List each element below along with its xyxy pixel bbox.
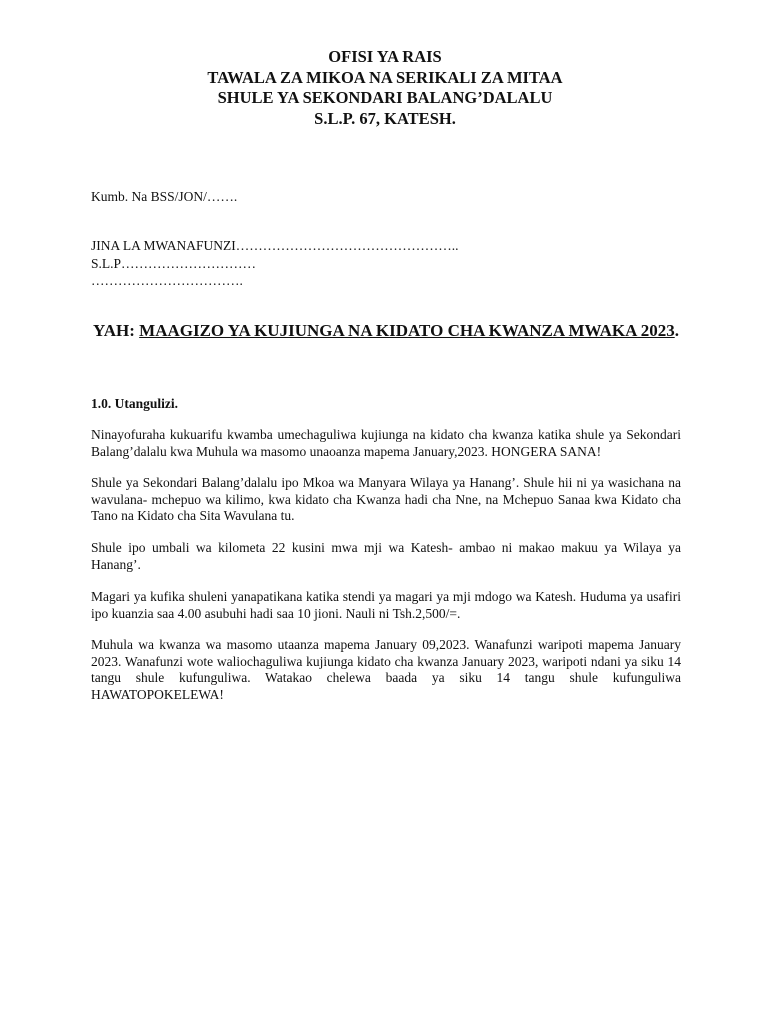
paragraph-transport: Magari ya kufika shuleni yanapatikana katika stendi ya magari ya mji mdogo wa Katesh. Huduma ya usafiri ipo kuanzia saa 4.00 asubuhi hadi saa 10 jioni. Nauli ni Tsh.2,500/=.: [91, 589, 681, 621]
po-box-line: S.L.P…………………………: [91, 255, 257, 271]
header-school-name: SHULE YA SEKONDARI BALANG’DALALU: [217, 88, 553, 107]
letter-header: [0, 47, 770, 129]
header-office: OFISI YA RAIS: [328, 47, 442, 66]
subject-title: MAAGIZO YA KUJIUNGA NA KIDATO CHA KWANZA MWAKA 2023: [139, 321, 675, 340]
address-blank-line: …………………………….: [91, 273, 243, 288]
header-authority: TAWALA ZA MIKOA NA SERIKALI ZA MITAA: [207, 67, 563, 87]
section-title: 1.0. Utangulizi.: [91, 396, 179, 411]
paragraph-congratulations: Ninayofuraha kukuarifu kwamba umechaguliwa kujiunga na kidato cha kwanza katika shule ya Sekondari Balang’dalalu kwa Muhula wa masomo unaoanza mapema January,2023. HONGERA SANA!: [91, 427, 681, 459]
subject-suffix: .: [674, 321, 679, 340]
reference-number: Kumb. Na BSS/JON/…….: [91, 189, 238, 204]
paragraph-school-location: Shule ya Sekondari Balang’dalalu ipo Mkoa wa Manyara Wilaya ya Hanang’. Shule hii ni ya wasichana na wavulana- mchepuo wa kilimo, kwa kidato cha Kwanza hadi cha Nne, na Mchepuo Sanaa kwa Kidato cha Tano na Kidato cha Sita Wavulana tu.: [91, 475, 681, 524]
subject-prefix: YAH:: [93, 321, 140, 340]
letter-subject: [91, 320, 681, 342]
paragraph-term-start: Muhula wa kwanza wa masomo utaanza mapema January 09,2023. Wanafunzi waripoti mapema January 2023. Wanafunzi wote waliochaguliwa kujiunga kidato cha kwanza January 2023, waripoti ndani ya siku 14 tangu shule kufunguliwa. Watakao chelewa baada ya siku 14 tangu shule kufunguliwa HAWATOPOKELEWA!: [91, 637, 681, 702]
paragraph-distance: Shule ipo umbali wa kilometa 22 kusini mwa mji wa Katesh- ambao ni makao makuu ya Wilaya ya Hanang’.: [91, 540, 681, 572]
student-name-line: JINA LA MWANAFUNZI…………………………………………..: [91, 238, 459, 253]
header-address: S.L.P. 67, KATESH.: [314, 108, 456, 128]
recipient-address: [91, 237, 459, 290]
